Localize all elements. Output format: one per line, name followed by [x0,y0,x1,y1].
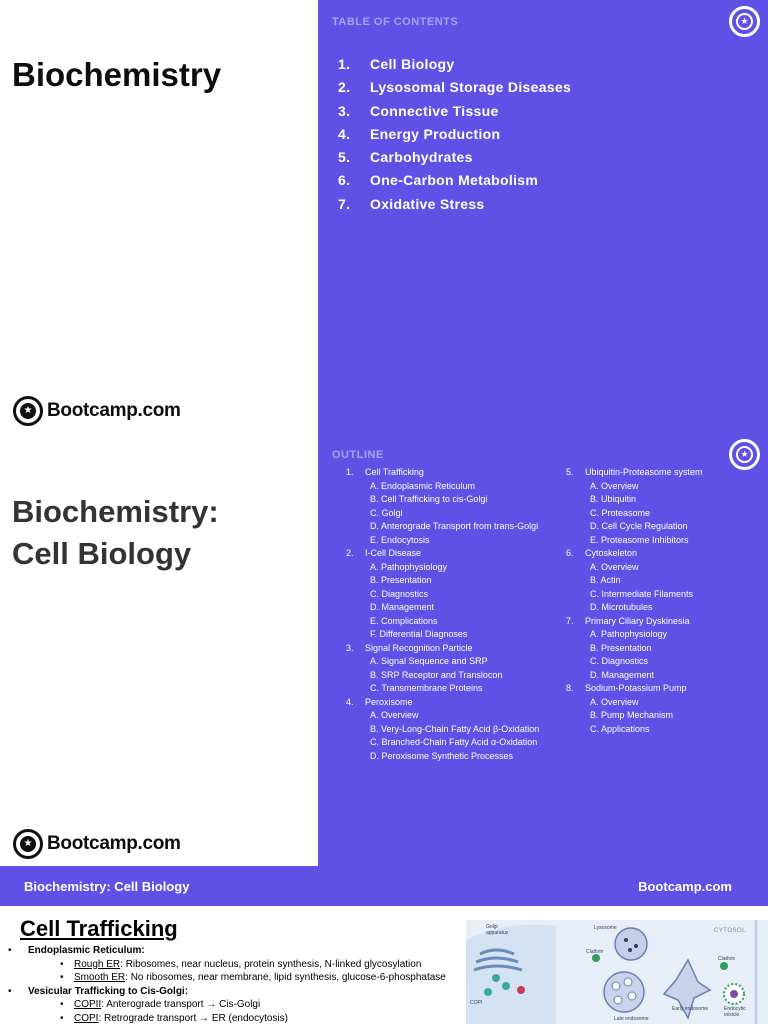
outline-subsection: E. Complications [370,615,438,626]
bullet-description: : Ribosomes, near nucleus, protein synthesis, N-linked glycosylation [120,958,422,970]
brand-logo [13,829,181,859]
toc-item [338,172,571,195]
toc-item [338,196,571,219]
outline-section [346,643,566,657]
outline-subsection: A. Signal Sequence and SRP [370,656,488,666]
outline-subsection: A. Overview [370,710,419,720]
toc-item-number: 5. [338,149,351,166]
slide-banner [0,866,768,906]
bullet-item [8,971,446,985]
copi-label: COPI [470,1000,483,1006]
outline-subsection: C. Intermediate Filaments [590,588,694,599]
toc-item [338,103,571,126]
outline-section [566,683,766,697]
outline-section-label: Sodium-Potassium Pump [585,683,687,693]
toc-pane [318,0,768,433]
toc-item [338,79,571,102]
outline-subsection: B. Pump Mechanism [590,710,674,720]
bullet-dot-icon: • [8,945,12,957]
bullet-dot-icon: • [60,1012,64,1024]
bullet-text [74,959,421,970]
toc-list [338,56,571,219]
toc-item-label: One-Carbon Metabolism [370,172,539,189]
outline-subsection: A. Overview [590,480,639,491]
toc-item-label: Connective Tissue [370,102,499,119]
outline-subsection: A. Pathophysiology [370,561,448,572]
bullet-description: Endoplasmic Reticulum: [28,945,145,957]
slide-cell-trafficking [0,866,768,1024]
outline-section-label: Ubiquitin-Proteasome system [585,467,703,477]
bullet-description: Vesicular Trafficking to Cis-Golgi: [28,985,189,997]
title-pane [0,0,318,433]
bullet-description: : Anterograde transport → Cis-Golgi [101,999,261,1011]
outline-subsection: C. Golgi [370,507,403,518]
toc-item-number: 7. [338,195,351,212]
outline-section-number: 1. [346,467,354,477]
outline-section-number: 6. [566,548,574,558]
outline-subsection: D. Management [590,669,655,680]
banner-brand: Bootcamp.com [638,878,732,894]
outline-subsection: D. Management [370,602,435,612]
outline-section-label: Cytoskeleton [585,548,638,558]
outline-subsection: B. Presentation [370,575,432,585]
toc-item-label: Oxidative Stress [370,195,485,212]
star-badge-icon: ★ [729,439,760,470]
outline-subsection: C. Proteasome [590,507,651,518]
toc-item [338,56,571,79]
bullet-item [8,958,446,972]
toc-item [338,126,571,149]
outline-subsection: A. Overview [590,696,639,707]
early-endosome-label: Early endosome [672,1006,709,1012]
outline-subsection: D. Microtubules [590,602,653,612]
deck-title: Biochemistry [12,56,222,93]
bullet-dot-icon: • [60,972,64,984]
outline-column-2 [566,467,766,737]
lysosome-label: Lysosome [594,925,617,931]
golgi-label: Golgi apparatus [486,924,509,936]
outline-subsection: C. Diagnostics [370,588,429,599]
outline-section [346,548,566,562]
bullet-item [8,985,446,999]
slide-title [0,0,768,433]
toc-item-label: Carbohydrates [370,149,473,166]
late-endosome-label: Late endosome [614,1016,649,1022]
bootcamp-logo-icon: ★ [13,829,43,859]
outline-section-number: 2. [346,548,354,558]
toc-item-number: 2. [338,79,351,96]
bullet-term: Rough ER [74,958,121,970]
toc-item-label: Cell Biology [370,56,455,72]
outline-subsection: B. Cell Trafficking to cis-Golgi [370,494,488,504]
outline-subsection: B. Ubiquitin [590,494,637,504]
cytosol-label: CYTOSOL [713,928,746,934]
toc-item-label: Energy Production [370,125,501,142]
outline-pane [318,433,768,866]
outline-subsection: B. Very-Long-Chain Fatty Acid β-Oxidation [370,723,540,734]
outline-section [346,467,566,481]
bullet-text [74,972,446,983]
bullet-dot-icon: • [60,999,64,1011]
outline-section-label: Signal Recognition Particle [365,642,473,653]
outline-section-number: 7. [566,615,574,626]
outline-subsection: A. Endoplasmic Reticulum [370,480,476,491]
outline-section-number: 8. [566,683,574,693]
outline-section [346,697,566,711]
toc-item-number: 3. [338,102,351,119]
toc-item-number: 1. [338,56,351,72]
outline-subsection: D. Anterograde Transport from trans-Golgi [370,521,539,531]
outline-subsection: A. Overview [590,561,639,572]
outline-heading: OUTLINE [332,449,384,461]
outline-subsection: B. Presentation [590,642,652,653]
endocytic-vesicle-label: Endocytic vesicle [724,1006,746,1018]
outline-subsection: A. Pathophysiology [590,629,668,639]
brand-logo [13,396,181,426]
outline-subsection: E. Proteasome Inhibitors [590,534,689,545]
outline-subsection: F. Differential Diagnoses [370,629,468,639]
brand-name: Bootcamp.com [47,400,181,421]
bootcamp-logo-icon: ★ [13,396,43,426]
clathrin-label: Clathrin [586,949,604,955]
outline-subsection: D. Peroxisome Synthetic Processes [370,750,514,761]
outline-subsection: E. Endocytosis [370,534,430,545]
clathrin-label: Clathrin [718,956,736,962]
bullet-dot-icon: • [8,985,12,997]
bullet-text [74,1013,288,1024]
bullet-item [8,944,446,958]
cell-trafficking-diagram [466,920,768,1024]
toc-item-number: 4. [338,125,351,142]
outline-section-label: Peroxisome [365,696,413,707]
outline-subsection: B. SRP Receptor and Translocon [370,669,503,680]
outline-section [566,467,766,481]
outline-subsection: C. Branched-Chain Fatty Acid α-Oxidation [370,737,538,747]
outline-subsection: C. Diagnostics [590,656,649,666]
outline-subsection: C. Applications [590,723,650,734]
brand-name: Bootcamp.com [47,833,181,854]
outline-section [566,616,766,630]
toc-item-label: Lysosomal Storage Diseases [370,79,572,96]
chapter-title-pane [0,433,318,866]
bullet-text [28,986,188,997]
bullet-description: : Retrograde transport → ER (endocytosis) [98,1012,288,1024]
bullet-term: COPI [74,1012,99,1024]
banner-title: Biochemistry: Cell Biology [24,878,190,894]
bullet-text [28,945,145,956]
outline-section-number: 3. [346,642,354,653]
bullet-description: : No ribosomes, near membrane, lipid synthesis, glucose-6-phosphatase [125,972,446,984]
outline-subsection: B. Actin [590,575,621,585]
slide-outline [0,433,768,866]
star-badge-icon: ★ [729,6,760,37]
bullet-term: COPII [74,999,102,1011]
outline-section-number: 4. [346,696,354,707]
bullet-list [8,944,446,1024]
slide-heading: Cell Trafficking [20,916,178,941]
bullet-item [8,998,446,1012]
outline-section-label: I-Cell Disease [365,548,422,558]
outline-subsection: C. Transmembrane Proteins [370,683,483,693]
outline-section-label: Primary Ciliary Dyskinesia [585,615,690,626]
toc-item-number: 6. [338,172,351,189]
outline-section [566,548,766,562]
chapter-title-line1: Biochemistry: [12,494,219,529]
chapter-title [12,491,219,575]
toc-item [338,149,571,172]
outline-section-label: Cell Trafficking [365,467,424,477]
bullet-text [74,999,260,1010]
bullet-term: Smooth ER [74,972,126,984]
bullet-item [8,1012,446,1024]
outline-column-1 [346,467,566,764]
chapter-title-line2: Cell Biology [12,536,192,571]
toc-heading: TABLE OF CONTENTS [332,16,459,28]
outline-subsection: D. Cell Cycle Regulation [590,521,688,531]
bullet-dot-icon: • [60,958,64,970]
outline-section-number: 5. [566,467,574,477]
